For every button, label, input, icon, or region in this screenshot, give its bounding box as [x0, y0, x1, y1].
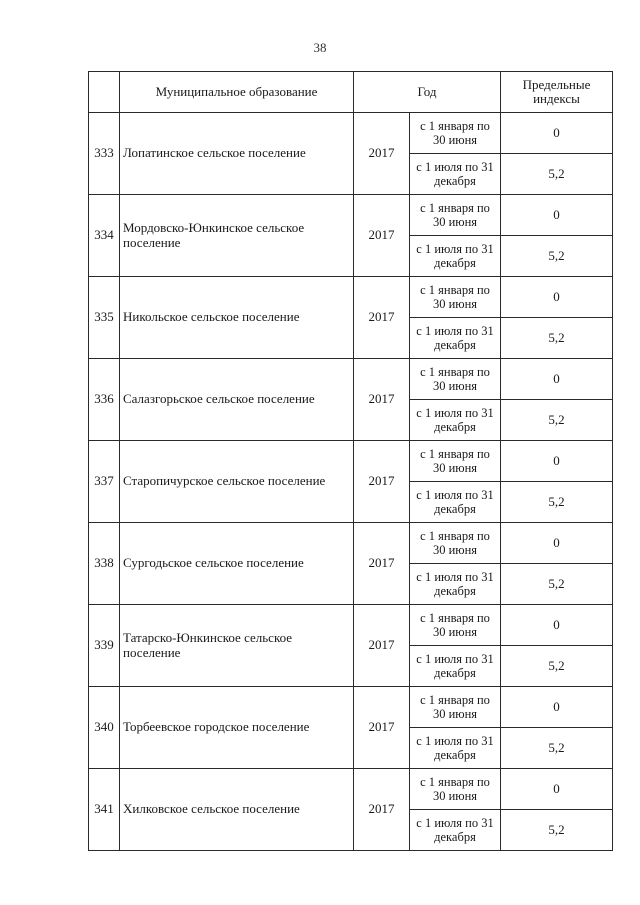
period-second-half: с 1 июля по 31 декабря	[410, 728, 501, 769]
row-year: 2017	[354, 195, 410, 277]
indices-table	[88, 71, 613, 851]
municipality-name: Торбеевское городское поселение	[120, 687, 354, 769]
row-number: 335	[89, 277, 120, 359]
period-second-half: с 1 июля по 31 декабря	[410, 400, 501, 441]
municipality-name: Старопичурское сельское поселение	[120, 441, 354, 523]
row-number: 340	[89, 687, 120, 769]
header-year: Год	[354, 72, 501, 113]
table-row	[89, 441, 613, 482]
municipality-name: Салазгорьское сельское поселение	[120, 359, 354, 441]
period-first-half: с 1 января по 30 июня	[410, 769, 501, 810]
row-number: 336	[89, 359, 120, 441]
index-second-half: 5,2	[501, 154, 613, 195]
period-first-half: с 1 января по 30 июня	[410, 441, 501, 482]
row-year: 2017	[354, 769, 410, 851]
index-first-half: 0	[501, 687, 613, 728]
period-first-half: с 1 января по 30 июня	[410, 277, 501, 318]
row-year: 2017	[354, 687, 410, 769]
municipality-name: Лопатинское сельское поселение	[120, 113, 354, 195]
index-first-half: 0	[501, 195, 613, 236]
index-second-half: 5,2	[501, 482, 613, 523]
table-row	[89, 769, 613, 810]
period-first-half: с 1 января по 30 июня	[410, 605, 501, 646]
table-body	[89, 113, 613, 851]
index-first-half: 0	[501, 523, 613, 564]
table-header-row	[89, 72, 613, 113]
municipality-name: Татарско-Юнкинское сельское поселение	[120, 605, 354, 687]
municipality-name: Сургодьское сельское поселение	[120, 523, 354, 605]
index-first-half: 0	[501, 605, 613, 646]
period-second-half: с 1 июля по 31 декабря	[410, 318, 501, 359]
index-second-half: 5,2	[501, 810, 613, 851]
index-second-half: 5,2	[501, 400, 613, 441]
row-number: 334	[89, 195, 120, 277]
index-second-half: 5,2	[501, 318, 613, 359]
index-second-half: 5,2	[501, 564, 613, 605]
header-index: Предельные индексы	[501, 72, 613, 113]
index-second-half: 5,2	[501, 728, 613, 769]
table-row	[89, 195, 613, 236]
header-number	[89, 72, 120, 113]
index-second-half: 5,2	[501, 646, 613, 687]
table-row	[89, 605, 613, 646]
municipality-name: Никольское сельское поселение	[120, 277, 354, 359]
index-first-half: 0	[501, 441, 613, 482]
index-second-half: 5,2	[501, 236, 613, 277]
row-number: 338	[89, 523, 120, 605]
table-row	[89, 113, 613, 154]
period-first-half: с 1 января по 30 июня	[410, 113, 501, 154]
municipality-name: Хилковское сельское поселение	[120, 769, 354, 851]
period-first-half: с 1 января по 30 июня	[410, 687, 501, 728]
table-row	[89, 359, 613, 400]
row-year: 2017	[354, 605, 410, 687]
page-number: 38	[313, 40, 327, 55]
index-first-half: 0	[501, 359, 613, 400]
table-row	[89, 523, 613, 564]
row-year: 2017	[354, 277, 410, 359]
index-first-half: 0	[501, 277, 613, 318]
table-row	[89, 277, 613, 318]
row-number: 339	[89, 605, 120, 687]
period-first-half: с 1 января по 30 июня	[410, 523, 501, 564]
period-second-half: с 1 июля по 31 декабря	[410, 646, 501, 687]
period-first-half: с 1 января по 30 июня	[410, 195, 501, 236]
row-number: 333	[89, 113, 120, 195]
row-number: 341	[89, 769, 120, 851]
row-number: 337	[89, 441, 120, 523]
row-year: 2017	[354, 359, 410, 441]
period-first-half: с 1 января по 30 июня	[410, 359, 501, 400]
index-first-half: 0	[501, 769, 613, 810]
period-second-half: с 1 июля по 31 декабря	[410, 564, 501, 605]
row-year: 2017	[354, 113, 410, 195]
period-second-half: с 1 июля по 31 декабря	[410, 482, 501, 523]
period-second-half: с 1 июля по 31 декабря	[410, 810, 501, 851]
municipality-name: Мордовско-Юнкинское сельское поселение	[120, 195, 354, 277]
row-year: 2017	[354, 441, 410, 523]
row-year: 2017	[354, 523, 410, 605]
header-municipality: Муниципальное образование	[120, 72, 354, 113]
index-first-half: 0	[501, 113, 613, 154]
period-second-half: с 1 июля по 31 декабря	[410, 154, 501, 195]
period-second-half: с 1 июля по 31 декабря	[410, 236, 501, 277]
table-row	[89, 687, 613, 728]
